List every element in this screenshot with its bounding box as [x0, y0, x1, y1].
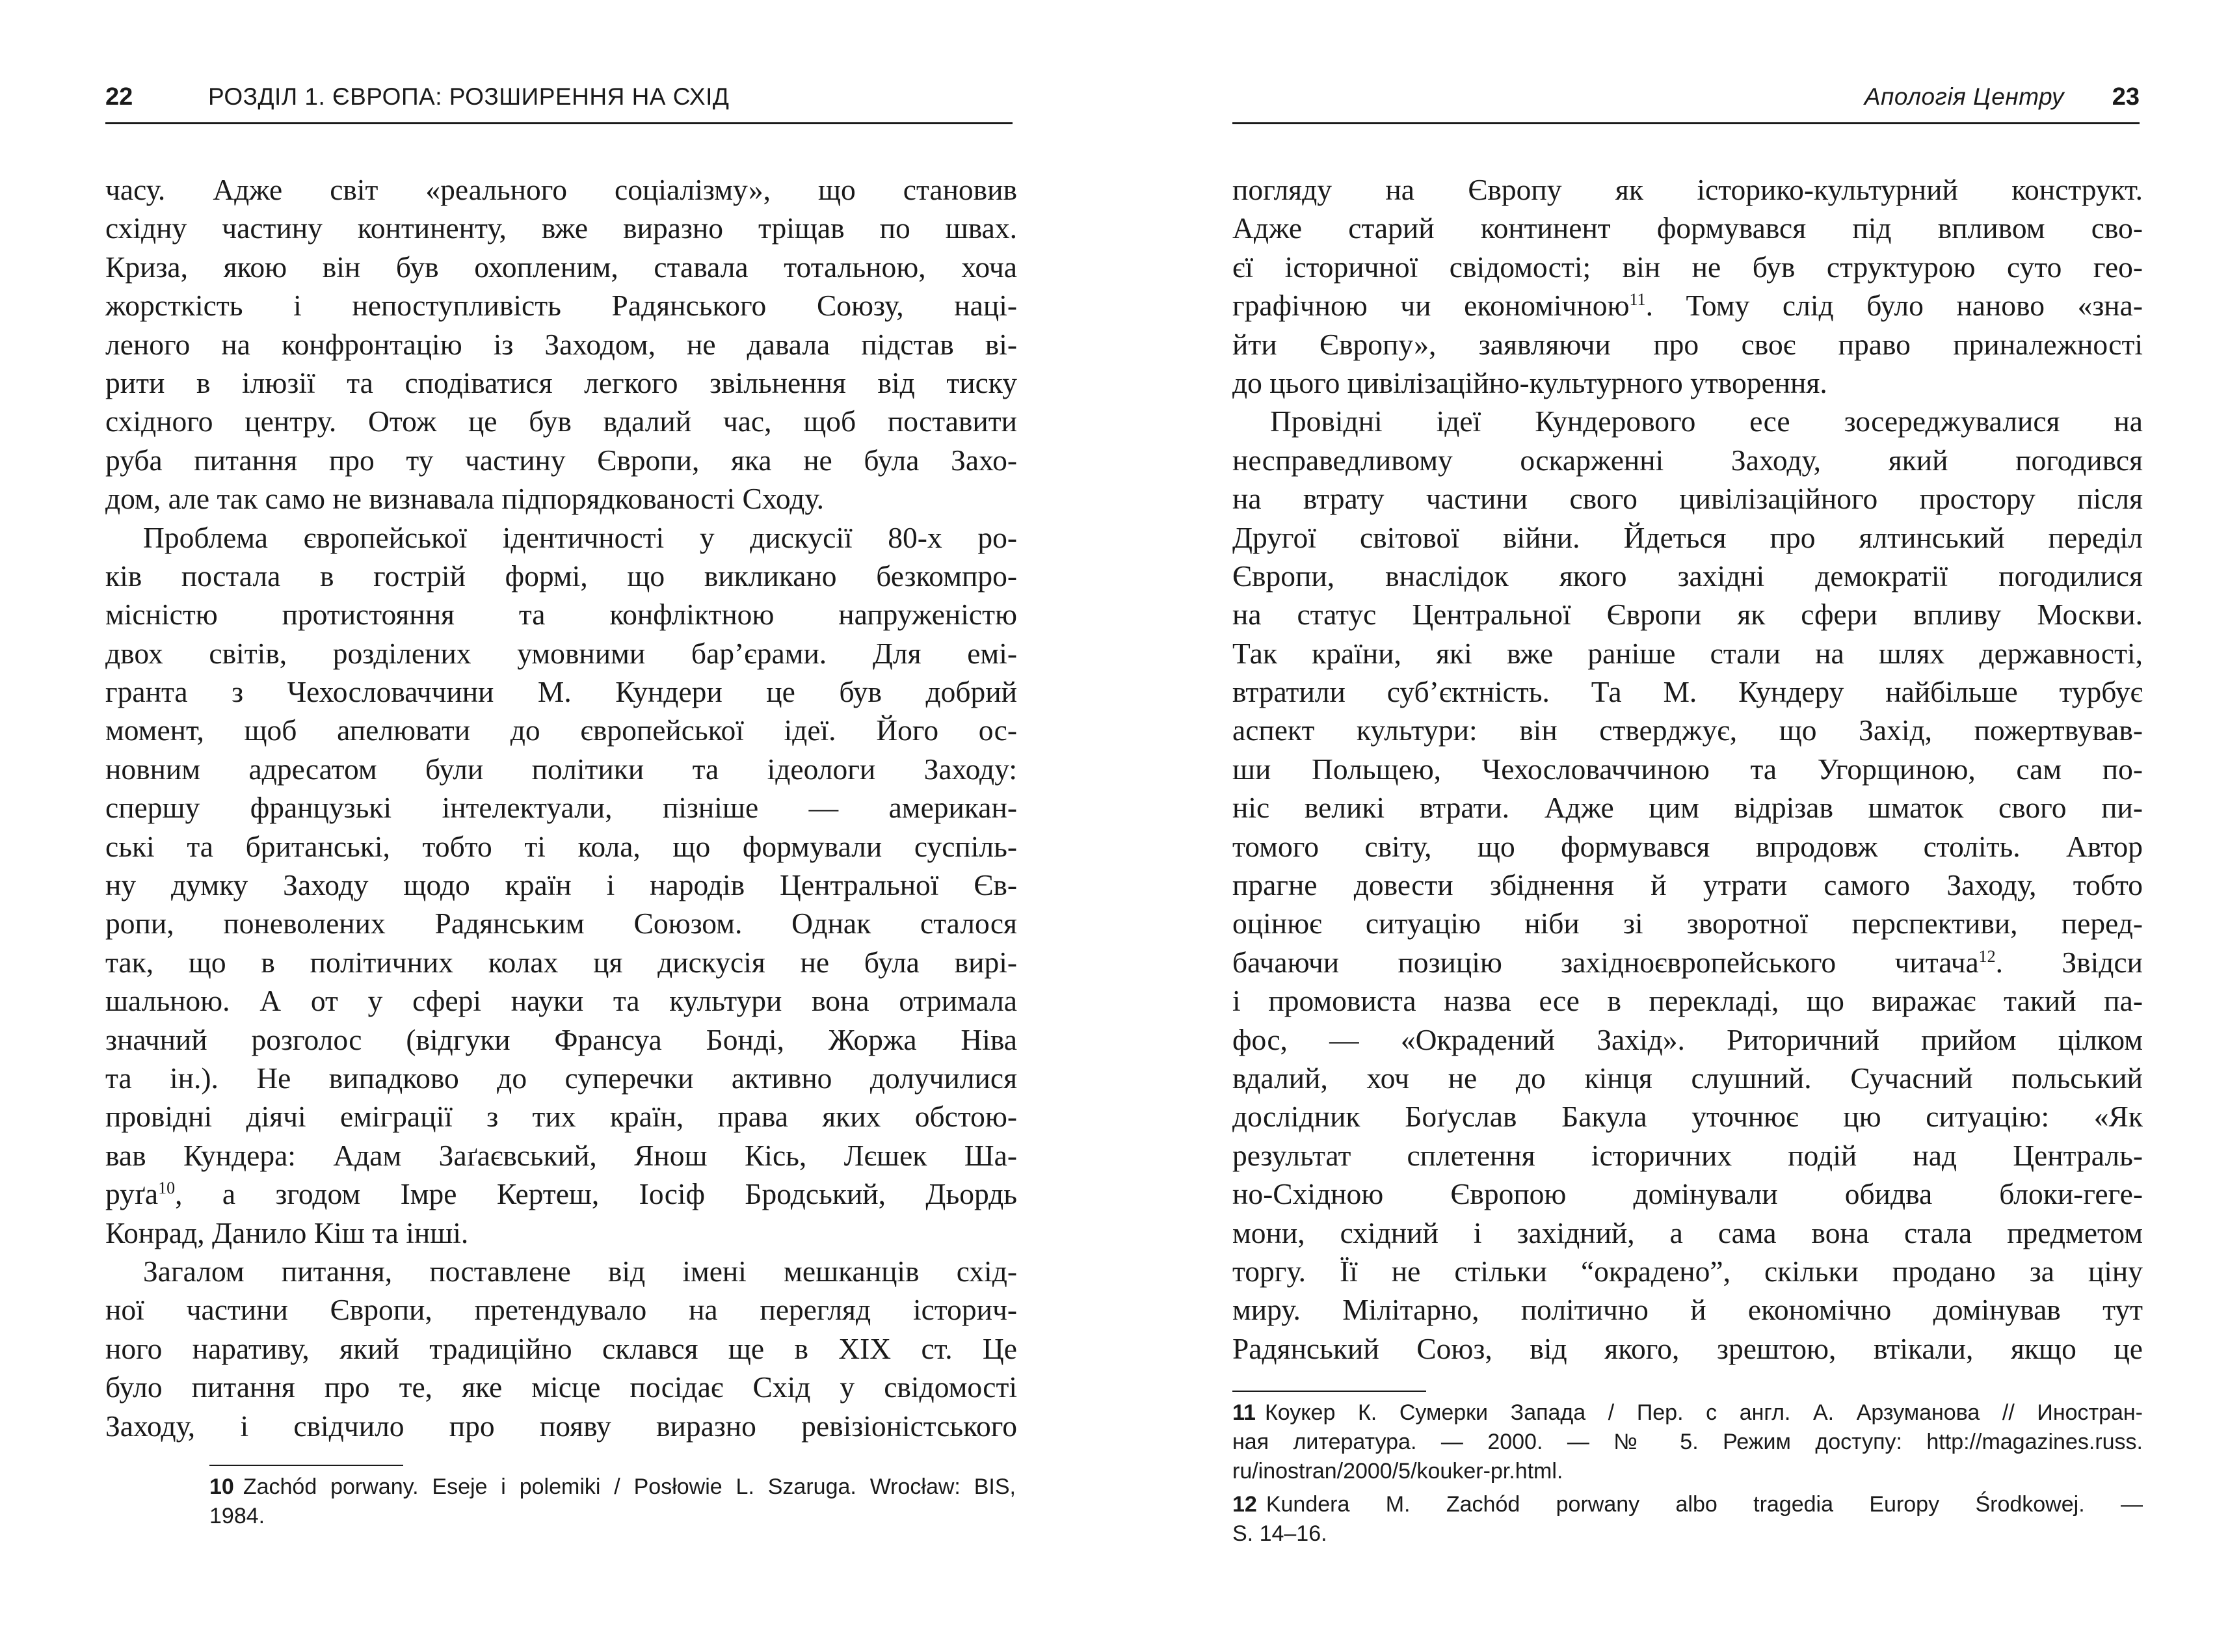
text-line-content: рити в ілюзії та сподіватися легкого звільнення від тиску — [105, 366, 1017, 399]
text-line — [1232, 518, 2143, 557]
running-head: Апологія Центру — [1864, 83, 2064, 110]
left-footnotes — [209, 1465, 1016, 1535]
text-line — [105, 1097, 1017, 1136]
text-line-content: ної частини Європи, претендувало на перегляд історич- — [105, 1293, 1017, 1327]
footnote-rule — [1232, 1391, 1426, 1392]
text-line-content: Проблема європейської ідентичності у дискусії 80-х ро- — [143, 520, 1017, 554]
text-line — [105, 248, 1017, 286]
text-line-content: східного центру. Отож це був вдалий час, щоб поставити — [105, 405, 1017, 438]
text-line-content: момент, щоб апелювати до європейської ідеї. Його ос- — [105, 713, 1017, 747]
right-body-text — [1232, 170, 2143, 1368]
text-line-content: Адже старий континент формувався під впливом сво- — [1232, 211, 2143, 245]
right-page — [1114, 0, 2228, 1652]
text-line-content: йти Європу», заявляючи про своє право приналежності — [1232, 327, 2143, 361]
text-line — [105, 479, 1017, 518]
page-number: 22 — [105, 83, 133, 111]
text-line — [105, 441, 1017, 479]
text-line — [1232, 750, 2143, 788]
text-line-content: но-Східною Європою домінували обидва блоки-геге- — [1232, 1177, 2143, 1211]
text-line — [1232, 1097, 2143, 1136]
text-line — [1232, 788, 2143, 827]
text-line — [1232, 364, 2143, 402]
text-line — [1232, 325, 2143, 364]
footnote-reference: 10 — [158, 1179, 176, 1197]
text-line-continuation: . Звідси — [1995, 945, 2143, 979]
text-line-content: провідні діячі еміграції з тих країн, права яких обстою- — [105, 1100, 1017, 1134]
text-line-content: результат сплетення історичних подій над Централь- — [1232, 1138, 2143, 1172]
text-line — [105, 1175, 1017, 1213]
text-line-content: вдалий, хоч не до кінця слушний. Сучасний польський — [1232, 1061, 2143, 1095]
text-line — [1232, 866, 2143, 904]
header-rule — [1232, 122, 2140, 124]
footnote-line — [1232, 1457, 2143, 1486]
footnote-reference: 12 — [1978, 946, 1996, 966]
text-line — [105, 943, 1017, 981]
text-line-content: вав Кундера: Адам Заґаєвський, Янош Кісь, Лєшек Ша- — [105, 1138, 1017, 1172]
text-line-content: значний розголос (відгуки Франсуа Бонді, Жоржа Ніва — [105, 1022, 1017, 1056]
text-line — [105, 518, 1017, 557]
text-line — [1232, 170, 2143, 209]
footnote-text: 1984. — [209, 1504, 265, 1528]
text-line-content: оцінює ситуацію ніби зі зворотної перспективи, перед- — [1232, 907, 2143, 940]
text-line — [105, 1290, 1017, 1329]
text-line-content: так, що в політичних колах ця дискусія не була вирі- — [105, 945, 1017, 979]
text-line-content: Криза, якою він був охопленим, ставала тотальною, хоча — [105, 250, 1017, 284]
footnote-line — [1232, 1490, 2143, 1519]
text-line-content: торгу. Її не стільки “окрадено”, скільки продано за ціну — [1232, 1254, 2143, 1288]
text-line — [105, 750, 1017, 788]
text-line — [105, 788, 1017, 827]
text-line-content: Загалом питання, поставлене від імені мешканців схід- — [143, 1254, 1017, 1288]
text-line-content: східну частину континенту, вже виразно тріщав по швах. — [105, 211, 1017, 245]
text-line — [1232, 1175, 2143, 1213]
text-line-content: було питання про те, яке місце посідає Схід у свідомості — [105, 1370, 1017, 1404]
text-line — [105, 1329, 1017, 1368]
text-line-content: леного на конфронтацію із Заходом, не давала підстав ві- — [105, 327, 1017, 361]
text-line — [105, 866, 1017, 904]
text-line-content: погляду на Європу як історико-культурний конструкт. — [1232, 173, 2143, 206]
text-line-continuation: . Тому слід було наново «зна- — [1645, 289, 2143, 323]
footnote-line — [209, 1472, 1016, 1502]
text-line — [1232, 1329, 2143, 1368]
text-line-content: жорсткість і непоступливість Радянського Союзу, наці- — [105, 289, 1017, 323]
text-line — [1232, 711, 2143, 749]
text-line-content: Провідні ідеї Кундерового есе зосереджувалися на — [1270, 405, 2143, 438]
text-line-content: до цього цивілізаційно-культурного утворення. — [1232, 366, 1827, 399]
text-line-content: і промовиста назва есе в перекладі, що виражає такий па- — [1232, 984, 2143, 1018]
text-line — [1232, 209, 2143, 247]
text-line-content: ну думку Заходу щодо країн і народів Центральної Єв- — [105, 868, 1017, 902]
footnote-number: 11 — [1232, 1400, 1256, 1425]
text-line — [1232, 557, 2143, 595]
footnote-text: ная литература. — 2000. — № 5. Режим доступу: http://magazines.russ. — [1232, 1430, 2143, 1454]
text-line — [105, 557, 1017, 595]
text-line-content: мони, східний і західний, а сама вона стала предметом — [1232, 1216, 2143, 1249]
right-page-header — [1232, 83, 2140, 122]
text-line-content: спершу французькі інтелектуали, пізніше — американ- — [105, 791, 1017, 825]
text-line-content: ків постала в гострій формі, що викликано безкомпро- — [105, 559, 1017, 593]
text-line-content: часу. Адже світ «реального соціалізму», що становив — [105, 173, 1017, 206]
text-line-content: на втрату частини свого цивілізаційного простору після — [1232, 482, 2143, 516]
footnote-line — [209, 1502, 1016, 1531]
text-line — [105, 364, 1017, 402]
text-line-content: дослідник Боґуслав Бакула уточнює цю ситуацію: «Як — [1232, 1100, 2143, 1134]
footnote-reference: 11 — [1629, 290, 1646, 310]
text-line — [105, 904, 1017, 942]
text-line-content: ські та британські, тобто ті кола, що формували суспіль- — [105, 829, 1017, 863]
footnote-line — [1232, 1428, 2143, 1457]
text-line — [1232, 943, 2143, 981]
text-line — [1232, 827, 2143, 866]
text-line-content: ши Польщею, Чехословаччиною та Угорщиною, сам по- — [1232, 752, 2143, 786]
text-line-content: руба питання про ту частину Європи, яка не була Захо- — [105, 443, 1017, 477]
text-line-content: Європи, внаслідок якого західні демократії погодилися — [1232, 559, 2143, 593]
text-line-content: миру. Мілітарно, політично й економічно домінував тут — [1232, 1293, 2143, 1327]
text-line — [105, 634, 1017, 673]
text-line-content: Заходу, і свідчило про появу виразно ревізіоністського — [105, 1409, 1017, 1443]
text-line — [105, 981, 1017, 1020]
footnote — [1232, 1398, 2143, 1486]
text-line-content: двох світів, розділених умовними бар’єрами. Для емі- — [105, 636, 1017, 670]
text-line-content: Так країни, які вже раніше стали на шлях державності, — [1232, 636, 2143, 670]
text-line-content: ного наративу, який традиційно склався ще в ХІХ ст. Це — [105, 1331, 1017, 1365]
text-line — [105, 286, 1017, 325]
text-line — [1232, 1214, 2143, 1252]
text-line — [105, 1407, 1017, 1445]
text-line — [105, 1059, 1017, 1097]
text-line-content: втратили суб’єктність. Та М. Кундеру найбільше турбує — [1232, 675, 2143, 709]
text-line-content: єї історичної свідомості; він не був структурою суто гео- — [1232, 250, 2143, 284]
text-line-content: аспект культури: він стверджує, що Захід, пожертвував- — [1232, 713, 2143, 747]
text-line — [105, 170, 1017, 209]
text-line — [1232, 402, 2143, 440]
text-line-content: дом, але так само не визнавала підпорядкованості Сходу. — [105, 482, 824, 516]
text-line — [1232, 595, 2143, 633]
text-line-content: Конрад, Данило Кіш та інші. — [105, 1216, 469, 1249]
text-line — [1232, 673, 2143, 711]
footnote-rule — [209, 1465, 403, 1466]
text-line-content: гранта з Чехословаччини М. Кундери це був добрий — [105, 675, 1017, 709]
text-line — [105, 209, 1017, 247]
footnote-number: 12 — [1232, 1492, 1257, 1517]
text-line — [1232, 1059, 2143, 1097]
footnote-line — [1232, 1519, 2143, 1549]
text-line-content: та ін.). Не випадково до суперечки активно долучилися — [105, 1061, 1017, 1095]
footnote-text: Коукер К. Сумерки Запада / Пер. с англ. А. Арзуманова // Иностран- — [1264, 1400, 2143, 1425]
header-rule — [105, 122, 1013, 124]
text-line-content: ропи, поневолених Радянським Союзом. Однак сталося — [105, 907, 1017, 940]
right-footnotes — [1232, 1391, 2143, 1552]
text-line-continuation: , а згодом Імре Кертеш, Іосіф Бродський, Дьордь — [175, 1177, 1017, 1211]
footnote-text: ru/inostran/2000/5/kouker-pr.html. — [1232, 1459, 1563, 1484]
text-line-content: несправедливому оскарженні Заходу, який погодився — [1232, 443, 2143, 477]
footnote-number: 10 — [209, 1474, 234, 1499]
text-line-content: графічною чи економічною — [1232, 289, 1630, 323]
footnote-text: Zachód porwany. Eseje i polemiki / Posłowie L. Szaruga. Wrocław: BIS, — [243, 1474, 1016, 1499]
left-page-header — [105, 83, 1013, 122]
text-line-content: Другої світової війни. Йдеться про ялтинський переділ — [1232, 520, 2143, 554]
text-line-content: томого світу, що формувався впродовж століть. Автор — [1232, 829, 2143, 863]
text-line — [105, 827, 1017, 866]
footnote-text: S. 14–16. — [1232, 1521, 1327, 1546]
text-line — [105, 1368, 1017, 1406]
text-line — [1232, 904, 2143, 942]
text-line — [1232, 1136, 2143, 1175]
text-line — [1232, 479, 2143, 518]
text-line — [105, 1214, 1017, 1252]
text-line — [105, 711, 1017, 749]
text-line-content: новним адресатом були політики та ідеологи Заходу: — [105, 752, 1017, 786]
footnote — [209, 1472, 1016, 1531]
text-line — [1232, 981, 2143, 1020]
text-line — [105, 325, 1017, 364]
text-line — [1232, 1290, 2143, 1329]
text-line — [105, 1252, 1017, 1290]
text-line-content: на статус Центральної Європи як сфери впливу Москви. — [1232, 598, 2143, 632]
text-line-content: фос, — «Окрадений Захід». Риторичний прийом цілком — [1232, 1022, 2143, 1056]
footnote-text: Kundera M. Zachód porwany albo tragedia Europy Środkowej. — — [1266, 1492, 2143, 1517]
text-line — [105, 595, 1017, 633]
text-line — [1232, 286, 2143, 325]
text-line-content: бачаючи позицію західноєвропейського читача — [1232, 945, 1979, 979]
text-line-content: Радянський Союз, від якого, зрештою, втікали, якщо це — [1232, 1331, 2143, 1365]
text-line — [105, 1136, 1017, 1175]
text-line — [105, 402, 1017, 440]
text-line-content: ніс великі втрати. Адже цим відрізав шматок свого пи- — [1232, 791, 2143, 825]
text-line-content: шальною. А от у сфері науки та культури вона отримала — [105, 984, 1017, 1018]
running-head: РОЗДІЛ 1. ЄВРОПА: РОЗШИРЕННЯ НА СХІД — [208, 83, 730, 110]
text-line — [1232, 634, 2143, 673]
left-body-text — [105, 170, 1017, 1445]
page-number: 23 — [2112, 83, 2140, 111]
text-line — [105, 1020, 1017, 1059]
text-line — [1232, 248, 2143, 286]
text-line — [1232, 441, 2143, 479]
text-line-content: місністю протистояння та конфліктною напруженістю — [105, 598, 1017, 632]
footnote — [1232, 1490, 2143, 1549]
footnote-line — [1232, 1398, 2143, 1428]
text-line — [1232, 1252, 2143, 1290]
text-line — [1232, 1020, 2143, 1059]
text-line — [105, 673, 1017, 711]
text-line-content: руґа — [105, 1177, 159, 1211]
text-line-content: прагне довести збіднення й утрати самого Заходу, тобто — [1232, 868, 2143, 902]
